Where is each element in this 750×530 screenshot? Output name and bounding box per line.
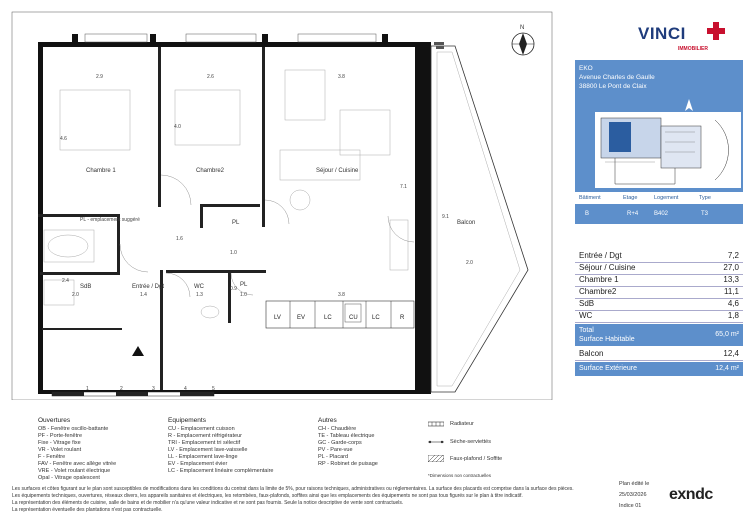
kitchen-counter xyxy=(266,301,414,328)
building-key-plan xyxy=(595,112,741,188)
total-label: Total xyxy=(579,327,594,334)
cabinet-code: LC xyxy=(324,315,332,321)
legend-item: F - Fenêtre xyxy=(38,454,66,460)
legend-item: LL - Emplacement lave-linge xyxy=(168,454,238,460)
plan-frame xyxy=(12,12,552,400)
legend-item: Sèche-serviettés xyxy=(450,439,491,445)
room-label-placard: PL xyxy=(240,282,248,288)
cabinet-code: R xyxy=(400,315,405,321)
scale-tick: 4 xyxy=(184,386,187,392)
room-label-entree: Entrée / Dgt xyxy=(132,284,165,290)
surface-label: Séjour / Cuisine xyxy=(579,263,636,272)
legend-item: VRE - Volet roulant électrique xyxy=(38,468,111,474)
exterieure-label: Surface Extérieure xyxy=(579,365,637,372)
legend xyxy=(0,400,750,530)
room-label-sdb: SdB xyxy=(80,284,92,290)
legend-item: R - Emplacement réfrigérateur xyxy=(168,433,242,439)
legend-item: Radiateur xyxy=(450,421,474,427)
legend-item: FAV - Fenêtre avec allège vitrée xyxy=(38,461,117,467)
lot-value: B xyxy=(585,211,590,217)
legend-item: LV - Emplacement lave-vaisselle xyxy=(168,447,248,453)
surface-row xyxy=(575,310,743,323)
lot-header: Logement xyxy=(654,195,679,201)
dimension: 2.6 xyxy=(207,74,214,80)
dimension: 2.0 xyxy=(72,292,79,298)
surface-value: 11,1 xyxy=(724,287,739,296)
towel-dryer-icon xyxy=(428,439,444,445)
address-line: 38800 Le Pont de Claix xyxy=(579,83,647,90)
legend-item: Opal - Vitrage opalescent xyxy=(38,475,100,481)
scale-bar xyxy=(52,392,214,396)
emplacement-note: PL - emplacement suggéré xyxy=(80,217,140,223)
dimension: 9.1 xyxy=(442,214,449,220)
dimension: 0.9 xyxy=(230,286,237,292)
plan-index: Indice 01 xyxy=(619,503,642,509)
address-line: EKO xyxy=(579,65,593,72)
total-value: 65,0 m² xyxy=(715,331,739,338)
scale-tick: 1 xyxy=(86,386,89,392)
legend-item: Faux-plafond / Soffite xyxy=(450,456,503,462)
dimension: 4.0 xyxy=(174,124,181,130)
surface-label: Chambre 1 xyxy=(579,275,619,284)
surface-value: 27,0 xyxy=(723,263,739,272)
dimension: 2.0 xyxy=(466,260,473,266)
balcon-row xyxy=(575,348,743,361)
legend-item: LC - Emplacement linéaire complémentaire xyxy=(168,468,274,474)
dimension: 1.0 xyxy=(240,292,247,298)
surface-label: WC xyxy=(579,311,593,320)
legend-item: CH - Chaudière xyxy=(318,426,357,432)
legend-item: RP - Robinet de puisage xyxy=(318,461,378,467)
legend-item: PL - Placard xyxy=(318,454,349,460)
legend-item: TE - Tableau électrique xyxy=(318,433,375,439)
entry-arrow-icon xyxy=(132,346,144,356)
surface-value: 7,2 xyxy=(727,251,739,260)
radiator-icon xyxy=(428,421,444,427)
windows xyxy=(85,34,376,42)
lot-value: R+4 xyxy=(627,211,639,217)
lot-header: Type xyxy=(699,195,711,201)
brand-name: VINCI xyxy=(638,24,686,43)
surface-value: 1,8 xyxy=(727,311,739,320)
room-label-chambre2: Chambre2 xyxy=(196,168,225,174)
door-swings xyxy=(120,175,414,297)
legend-item: TRI - Emplacement tri sélectif xyxy=(168,440,241,446)
compass-mini-icon xyxy=(683,98,695,112)
cabinet-code: LV xyxy=(274,315,281,321)
dimensions-note: *Dimensions non contractuelles xyxy=(428,473,492,478)
info-panel xyxy=(575,10,743,400)
lot-table-header xyxy=(575,192,743,204)
room-label-sejour: Séjour / Cuisine xyxy=(316,168,359,174)
total-label: Surface Habitable xyxy=(579,336,635,343)
dimension: 3.8 xyxy=(338,292,345,298)
footer-line: La représentation éventuelle des plantations n'est pas contractuelle. xyxy=(12,507,163,513)
legend-title: Ouvertures xyxy=(38,417,71,424)
address-line: Avenue Charles de Gaulle xyxy=(579,74,655,81)
lot-header: Etage xyxy=(623,195,638,201)
legend-item: CU - Emplacement cuisson xyxy=(168,426,235,432)
legend-title: Autres xyxy=(318,417,337,424)
compass-icon xyxy=(512,33,534,55)
room-label-wc: WC xyxy=(194,284,204,290)
balcony-rail xyxy=(437,52,520,386)
surface-label: Entrée / Dgt xyxy=(579,251,622,260)
legend-item: EV - Emplacement évier xyxy=(168,461,228,467)
interior-walls xyxy=(38,47,266,390)
scale-tick: 5 xyxy=(212,386,215,392)
stair-icon xyxy=(434,42,444,49)
brand-subtitle: IMMOBILIER xyxy=(678,46,708,52)
cabinet-code: CU xyxy=(349,315,358,321)
dimension: 7.1 xyxy=(400,184,407,190)
false-ceiling-icon xyxy=(428,455,444,462)
legend-item: PF - Porte-fenêtre xyxy=(38,433,83,439)
lot-value: T3 xyxy=(701,211,709,217)
surface-value: 4,6 xyxy=(727,299,739,308)
dimension: 4.6 xyxy=(60,136,67,142)
cabinet-code: EV xyxy=(297,315,306,321)
dimension: 1.4 xyxy=(140,292,147,298)
dimension: 1.6 xyxy=(176,236,183,242)
lot-table-values xyxy=(575,204,743,224)
dimension: 1.3 xyxy=(196,292,203,298)
surface-label: SdB xyxy=(579,299,595,308)
dimension: 2.4 xyxy=(62,278,69,284)
exterieure-value: 12,4 m² xyxy=(715,365,739,372)
scale-tick: 3 xyxy=(152,386,155,392)
total-row xyxy=(575,324,743,346)
legend-item: Fixe - Vitrage fixe xyxy=(38,440,81,446)
compass-label: N xyxy=(520,25,525,31)
legend-item: PV - Pare-vue xyxy=(318,447,353,453)
surface-label: Chambre2 xyxy=(579,287,617,296)
scale-tick: 2 xyxy=(120,386,123,392)
vinci-logo-icon xyxy=(706,21,726,41)
footer-line: Les surfaces et côtes figurant sur le plan sont susceptibles de modifications dans les conditions du contrat dans la limite de 5%, pour raisons techniques, administratives ou réglementaires. La surface des placards est comprise dans la surface des pièces. xyxy=(12,486,574,492)
plan-edit-date: 25/03/2026 xyxy=(619,492,647,498)
legend-item: OB - Fenêtre oscillo-battante xyxy=(38,426,109,432)
footer-line: Les équipements techniques, ouvertures, réseaux divers, les appareils sanitaires et électriques, les retombées, faux-plafonds, soffites ainsi que les emplacements des équipements ne sont pas tous figurés sur le plan à titre indicatif. xyxy=(12,493,523,499)
dimension: 3.8 xyxy=(338,74,345,80)
address-block xyxy=(575,60,743,192)
legend-item: GC - Garde-corps xyxy=(318,440,362,446)
surface-value: 12,4 xyxy=(723,349,739,358)
plan-edit-label: Plan édité le xyxy=(619,481,650,487)
room-label-balcon: Balcon xyxy=(457,220,476,226)
agency-logo: exndc xyxy=(669,486,713,503)
surface-label: Balcon xyxy=(579,349,604,358)
exterieure-row xyxy=(575,362,743,376)
dimension: 2.9 xyxy=(96,74,103,80)
lot-header: Bâtiment xyxy=(579,195,601,201)
surface-value: 13,3 xyxy=(723,275,739,284)
room-label-chambre1: Chambre 1 xyxy=(86,168,116,174)
legend-title: Equipements xyxy=(168,417,206,424)
room-label-placard: PL xyxy=(232,220,240,226)
furniture xyxy=(44,70,408,318)
cabinet-code: LC xyxy=(372,315,380,321)
dimension: 1.0 xyxy=(230,250,237,256)
lot-value: B402 xyxy=(654,211,669,217)
footer-line: La représentation des éléments de cuisine, salle de bains et de mobilier n'a qu'une valeur indicative et ne sont pas fournis. Seule la notice descriptive de vente sont contractuels. xyxy=(12,500,404,506)
legend-item: VR - Volet roulant xyxy=(38,447,82,453)
